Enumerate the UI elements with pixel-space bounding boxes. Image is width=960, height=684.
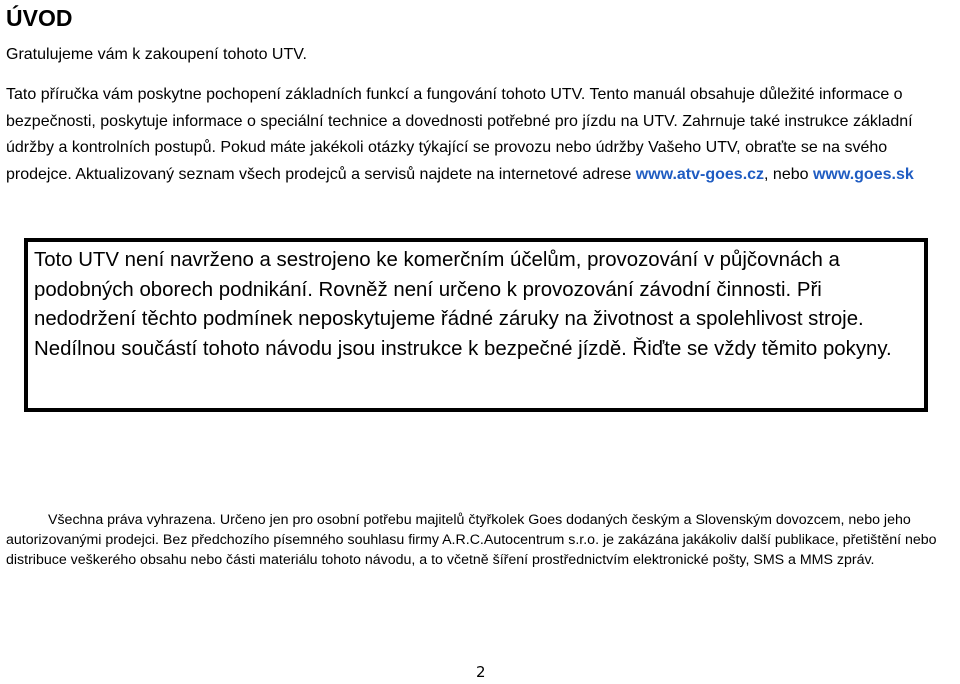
intro-separator: , nebo [764, 165, 813, 183]
link-atv-goes-cz[interactable]: www.atv-goes.cz [635, 165, 765, 183]
copyright-notice [6, 511, 956, 570]
intro-text: Tato příručka vám poskytne pochopení základních funkcí a fungování tohoto UTV. Tento manuál obsahuje důležité informace o bezpečnosti, poskytuje informace o speciální technice a dovednosti potřebné pro jízdu na UTV. Zahrnuje také instrukce základní údržby a kontrolních postupů. Pokud máte jakékoli otázky týkající se provozu nebo údržby Vašeho UTV, obraťte se na svého prodejce. Aktualizovaný seznam všech prodejců a servisů najdete na internetové adrese [6, 86, 913, 183]
copyright-text: Všechna práva vyhrazena. Určeno jen pro osobní potřebu majitelů čtyřkolek Goes dodaných českým a Slovenským dovozcem, nebo jeho autorizovanými prodejci. Bez předchozího písemného souhlasu firmy A.R.C.Autocentrum s.r.o. je zakázána jakákoliv další publikace, přetištění nebo distribuce veškerého obsahu nebo části materiálu tohoto návodu, a to včetně šíření prostřednictvím elektronické pošty, SMS a MMS zpráv. [6, 512, 937, 568]
greeting-text: Gratulujeme vám k zakoupení tohoto UTV. [6, 46, 307, 63]
page-title: ÚVOD [6, 5, 73, 31]
notice-box [24, 238, 928, 412]
intro-paragraph [6, 82, 951, 188]
notice-text: Toto UTV není navrženo a sestrojeno ke komerčním účelům, provozování v půjčovnách a podobných oborech podnikání. Rovněž není určeno k provozování závodní činnosti. Při nedodržení těchto podmínek neposkytujeme řádné záruky na životnost a spolehlivost stroje. Nedílnou součástí tohoto návodu jsou instrukce k bezpečné jízdě. Řiďte se vždy těmito pokyny. [34, 249, 892, 360]
link-goes-sk[interactable]: www.goes.sk [812, 165, 914, 183]
page-number: 2 [476, 663, 486, 681]
